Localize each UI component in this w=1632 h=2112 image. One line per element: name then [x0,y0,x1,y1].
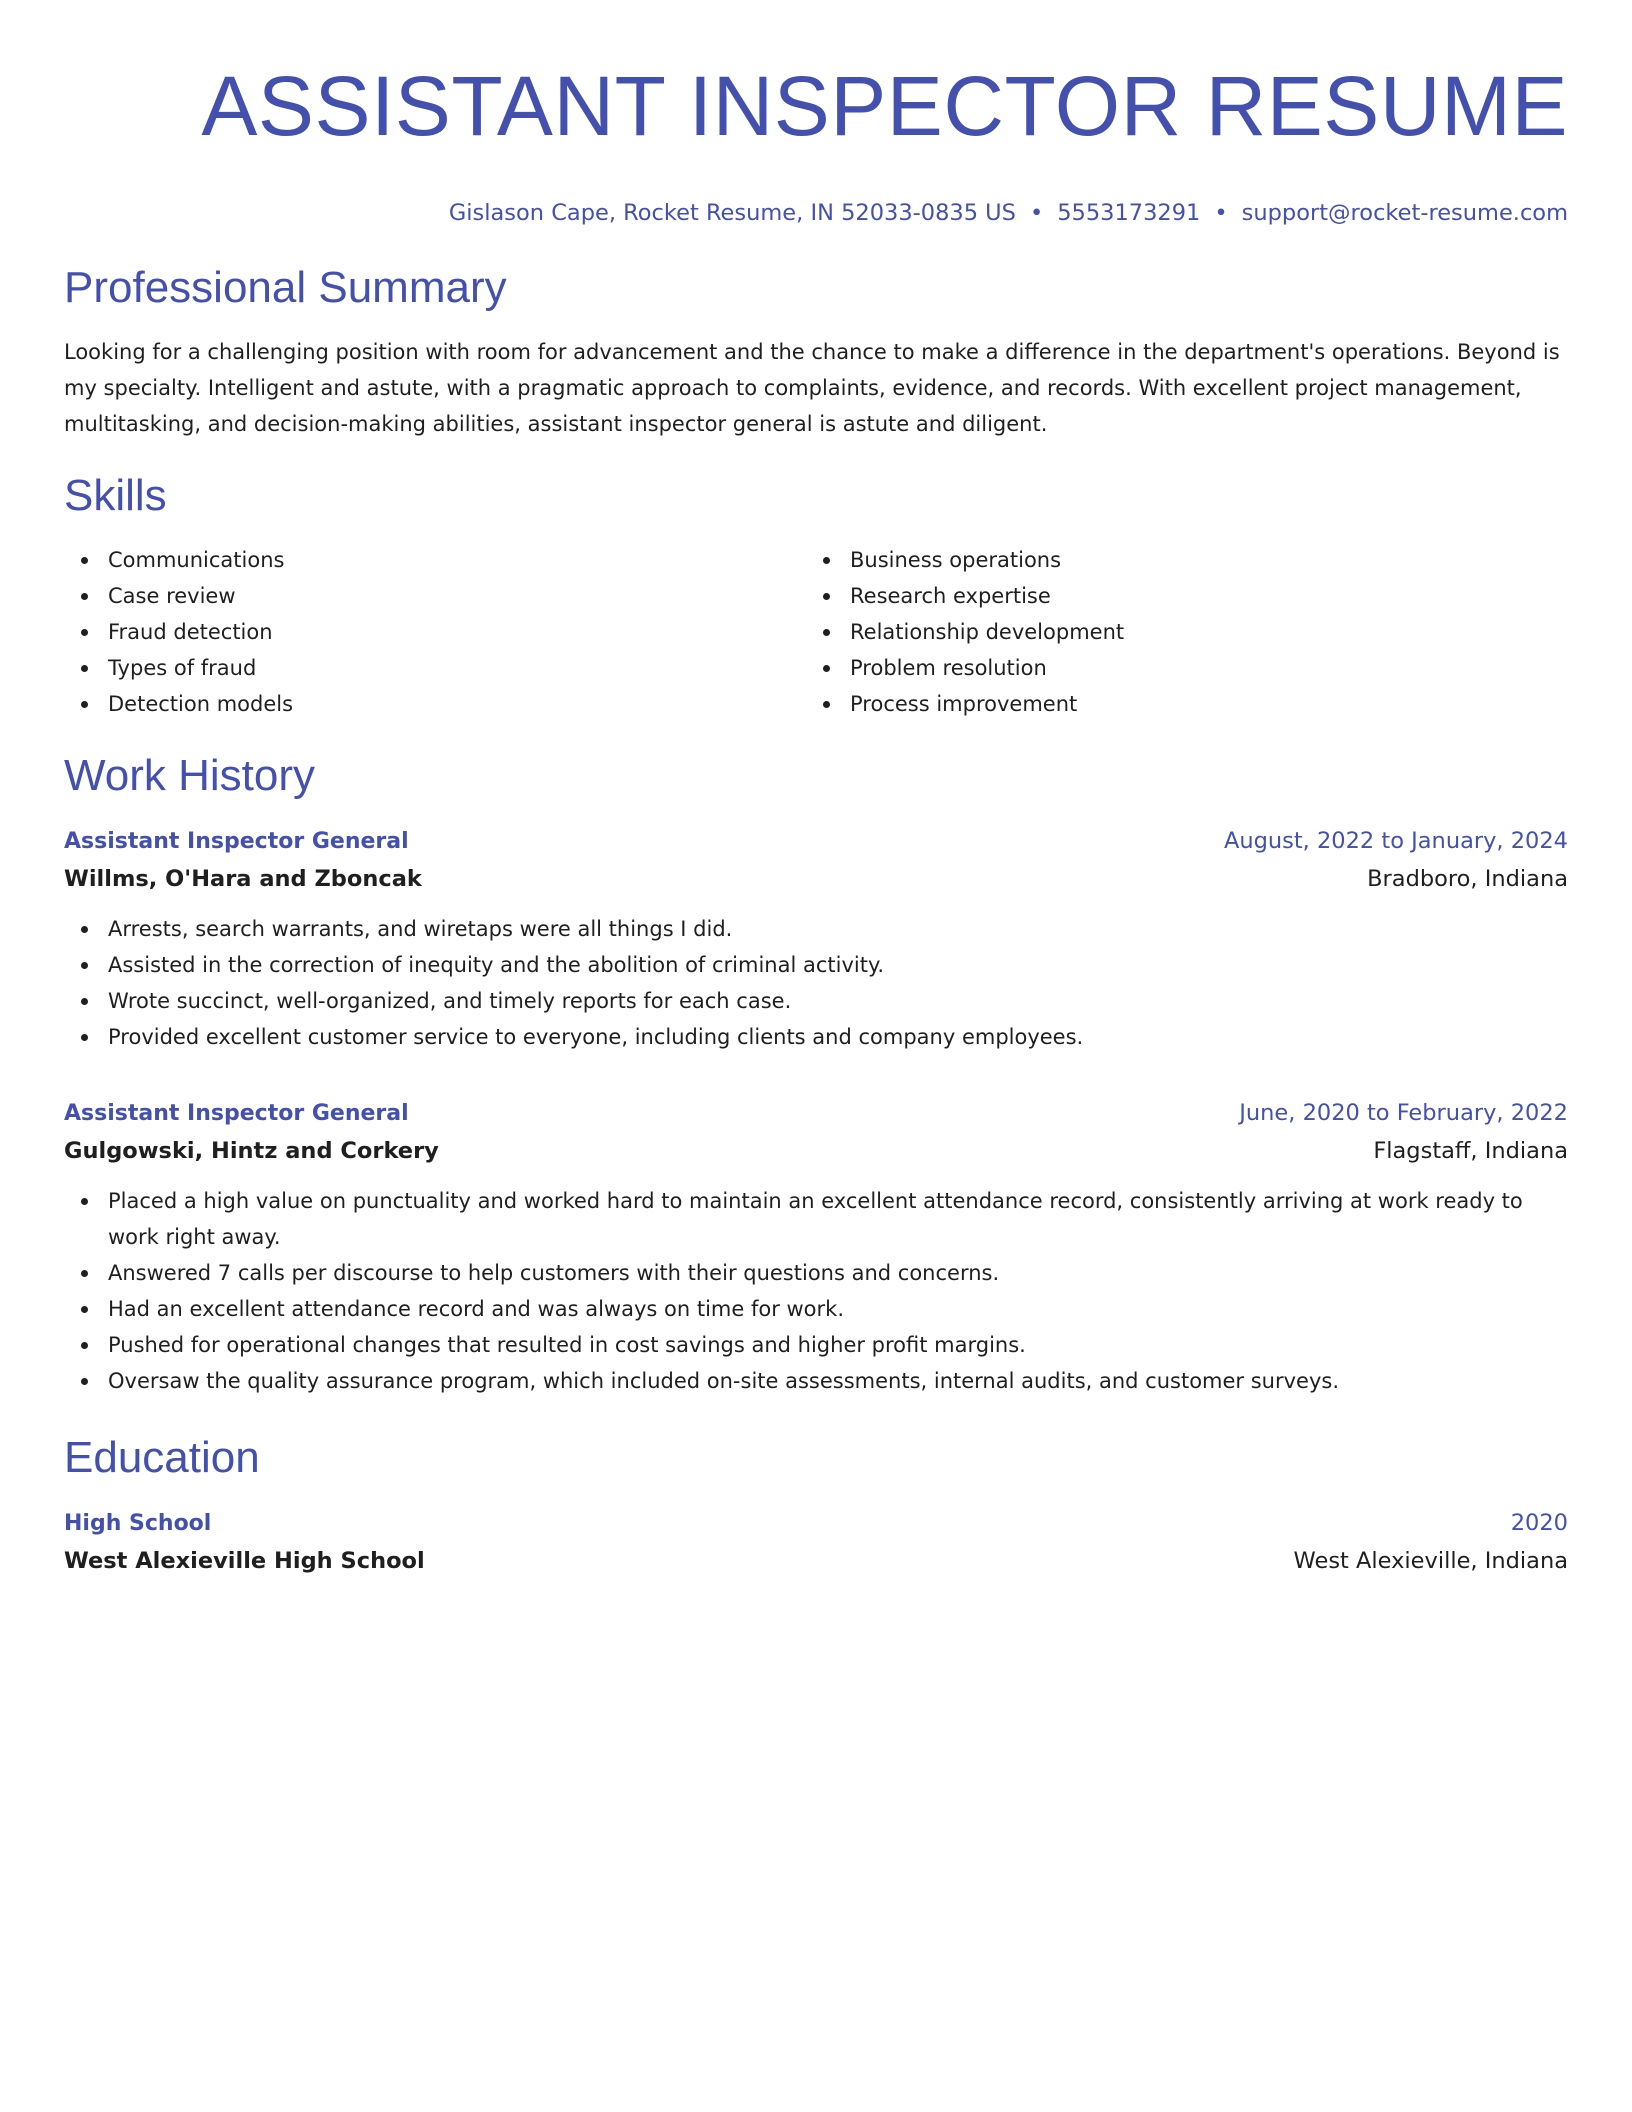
job-company: Willms, O'Hara and Zboncak [64,866,422,892]
skill-item: Detection models [64,686,806,722]
education-degree: High School [64,1511,212,1536]
skill-item: Types of fraud [64,650,806,686]
education-school-row [64,1541,1568,1581]
skill-item: Problem resolution [806,650,1548,686]
skill-item: Relationship development [806,614,1548,650]
resume-title: ASSISTANT INSPECTOR RESUME [201,59,1568,153]
skill-item: Research expertise [806,578,1548,614]
job-bullet: Wrote succinct, well-organized, and timely reports for each case. [64,983,1568,1019]
contact-line [64,198,1568,228]
skill-item: Process improvement [806,686,1548,722]
contact-separator: • [1029,200,1044,226]
job-bullets [64,911,1568,1055]
job-bullet: Had an excellent attendance record and was always on time for work. [64,1291,1568,1327]
education-header-row [64,1506,1568,1541]
education-entry [64,1506,1568,1581]
job-title: Assistant Inspector General [64,829,409,854]
job-bullet: Provided excellent customer service to everyone, including clients and company employees. [64,1019,1568,1055]
job-company-row [64,859,1568,899]
job-title: Assistant Inspector General [64,1101,409,1126]
skills-heading: Skills [64,471,167,520]
job-bullet: Placed a high value on punctuality and worked hard to maintain an excellent attendance record, consistently arriving at work ready to work right away. [64,1183,1568,1255]
summary-heading: Professional Summary [64,263,507,312]
contact-separator: • [1214,200,1228,226]
education-heading: Education [64,1433,260,1482]
job-company: Gulgowski, Hintz and Corkery [64,1138,439,1164]
job-location: Bradboro, Indiana [1367,866,1568,892]
education-year: 2020 [1510,1510,1568,1536]
contact-email: support@rocket-resume.com [1241,200,1568,226]
skills-column-right [806,542,1548,722]
skill-item: Communications [64,542,806,578]
resume-page [64,0,1568,1574]
job-bullets [64,1183,1568,1399]
skill-item: Fraud detection [64,614,806,650]
skill-item: Business operations [806,542,1548,578]
summary-text: Looking for a challenging position with room for advancement and the chance to make a difference in the department's operations. Beyond is my specialty. Intelligent and astute, with a pragmatic approach to complaints, evidence, and records. With excellent project management, multitasking, and decision-making abilities, assistant inspector general is astute and diligent. [64,340,1560,436]
job-company-row [64,1131,1568,1171]
job-header-row [64,824,1568,859]
contact-address: Gislason Cape, Rocket Resume, IN 52033-0835 US [448,200,1016,226]
work-history-heading: Work History [64,751,315,800]
job-bullet: Pushed for operational changes that resulted in cost savings and higher profit margins. [64,1327,1568,1363]
job-entry [64,824,1568,1055]
job-entry [64,1096,1568,1399]
skills-list [64,542,1568,722]
job-dates: August, 2022 to January, 2024 [1223,828,1568,854]
job-bullet: Assisted in the correction of inequity and the abolition of criminal activity. [64,947,1568,983]
skills-column-left [64,542,806,722]
job-bullet: Arrests, search warrants, and wiretaps were all things I did. [64,911,1568,947]
job-location: Flagstaff, Indiana [1373,1138,1568,1164]
job-bullet: Answered 7 calls per discourse to help customers with their questions and concerns. [64,1255,1568,1291]
job-dates: June, 2020 to February, 2022 [1239,1100,1568,1126]
education-location: West Alexieville, Indiana [1293,1548,1568,1574]
education-school: West Alexieville High School [64,1548,425,1574]
skill-item: Case review [64,578,806,614]
job-header-row [64,1096,1568,1131]
job-bullet: Oversaw the quality assurance program, which included on-site assessments, internal audits, and customer surveys. [64,1363,1568,1399]
contact-phone: 5553173291 [1057,200,1201,226]
